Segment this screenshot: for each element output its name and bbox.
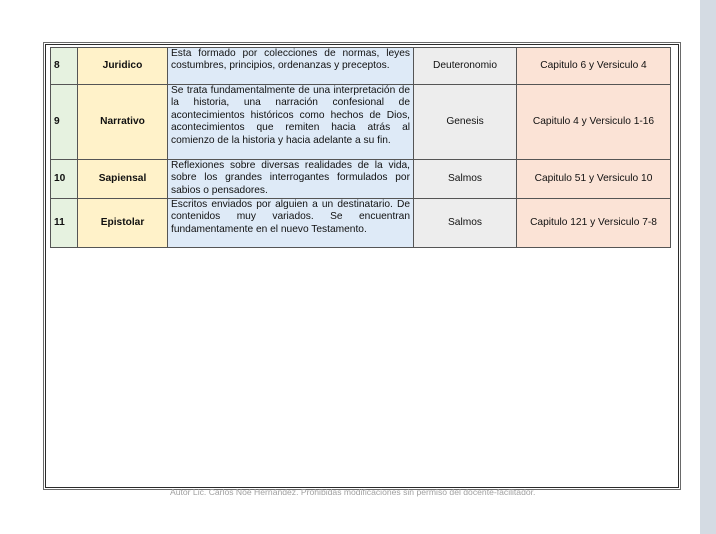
genre-description: Escritos enviados por alguien a un destinatario. De contenidos muy variados. Se encuentran fundamentamente en el nuevo Testamento.	[168, 199, 414, 248]
citation: Capitulo 51 y Versiculo 10	[517, 160, 671, 199]
table-row	[51, 199, 671, 248]
genre-description: Reflexiones sobre diversas realidades de la vida, sobre los grandes interrogantes formulados por sabios o pensadores.	[168, 160, 414, 199]
table-row	[51, 48, 671, 85]
book-name: Salmos	[414, 199, 517, 248]
table-row	[51, 160, 671, 199]
citation: Capitulo 4 y Versiculo 1-16	[517, 85, 671, 160]
book-name: Genesis	[414, 85, 517, 160]
row-number: 8	[51, 48, 78, 85]
genre-name: Narrativo	[78, 85, 168, 160]
citation: Capitulo 121 y Versiculo 7-8	[517, 199, 671, 248]
page-footer: Autor Lic. Carlos Noé Hernández. Prohibidas modificaciones sin permiso del docente-facilitador.	[170, 487, 536, 497]
citation: Capitulo 6 y Versiculo 4	[517, 48, 671, 85]
page-border	[45, 44, 679, 488]
genre-name: Juridico	[78, 48, 168, 85]
row-number: 10	[51, 160, 78, 199]
row-number: 9	[51, 85, 78, 160]
genre-name: Epistolar	[78, 199, 168, 248]
genre-description: Esta formado por colecciones de normas, leyes costumbres, principios, ordenanzas y preceptos.	[168, 48, 414, 85]
book-name: Salmos	[414, 160, 517, 199]
book-name: Deuteronomio	[414, 48, 517, 85]
genre-name: Sapiensal	[78, 160, 168, 199]
table-row	[51, 85, 671, 160]
row-number: 11	[51, 199, 78, 248]
genre-description: Se trata fundamentalmente de una interpretación de la historia, una narración confesional de acontecimientos históricos como hechos de Dios, acontecimientos que remiten hacia atrás al comienzo de la historia y hacia adelante a su fin.	[168, 85, 414, 160]
genres-table	[50, 47, 671, 248]
